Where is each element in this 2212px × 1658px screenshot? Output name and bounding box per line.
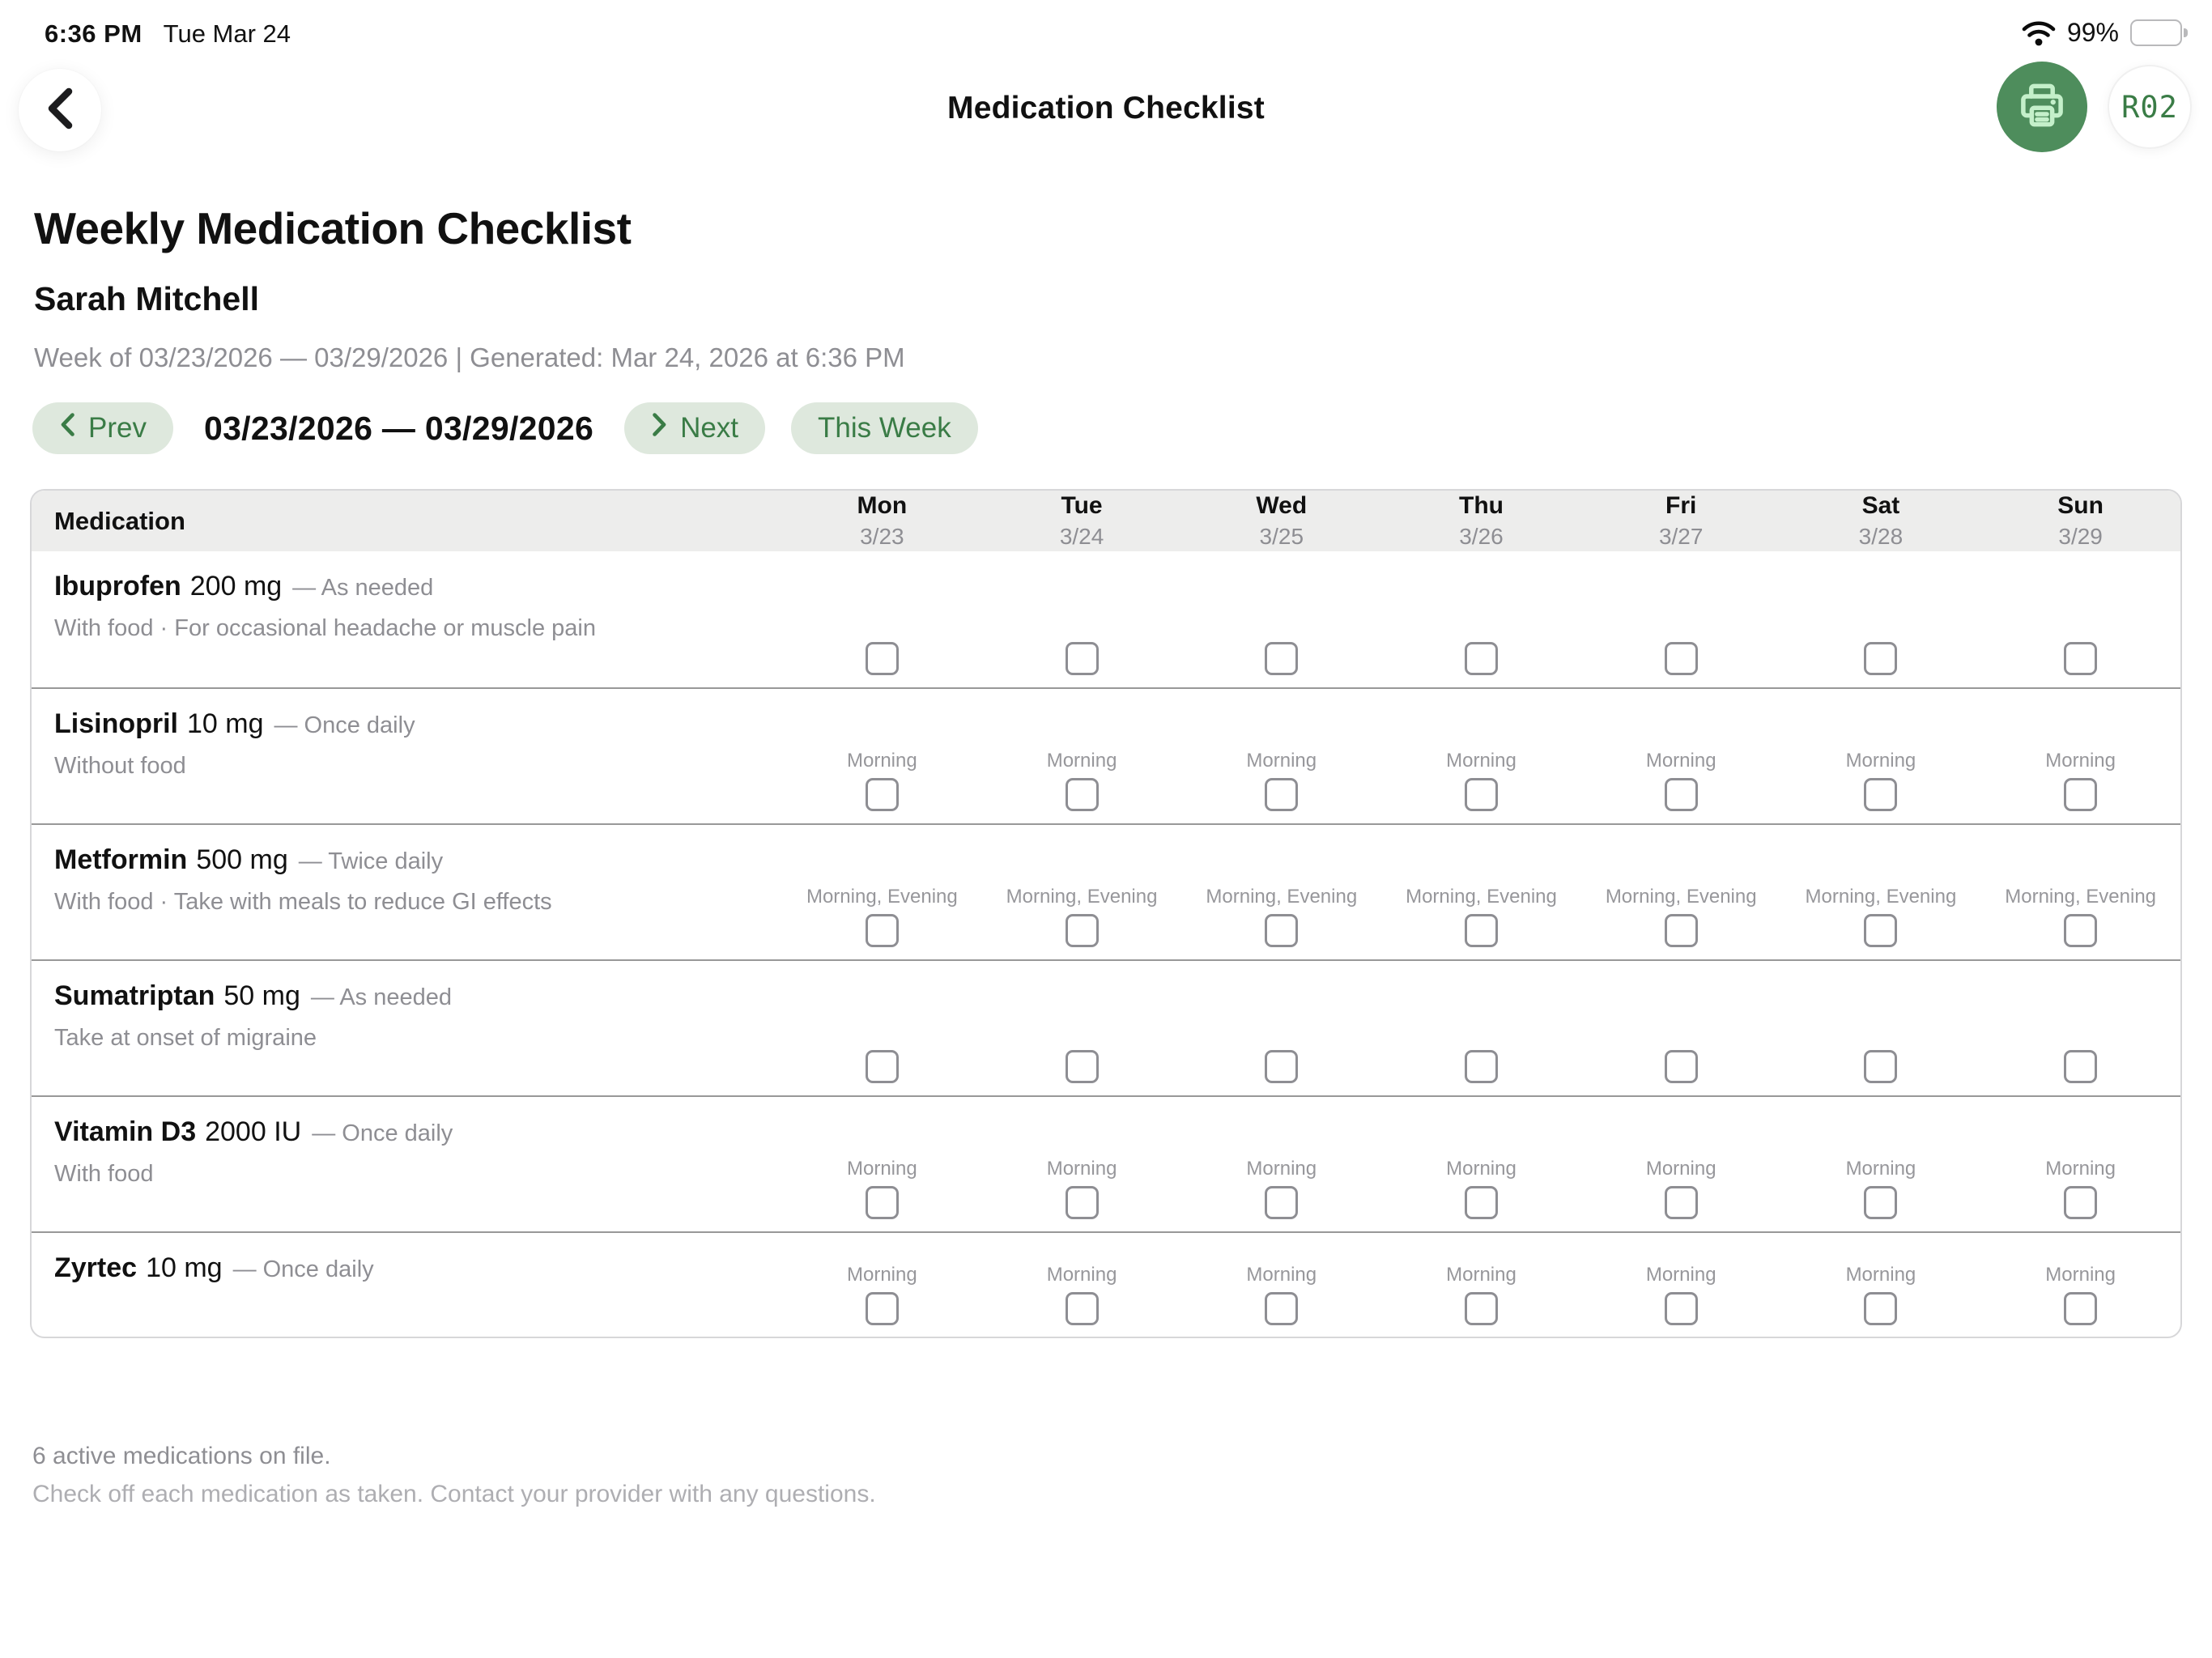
dose-checkbox[interactable] bbox=[1465, 1050, 1498, 1083]
dose-checkbox[interactable] bbox=[1265, 914, 1298, 947]
day-dose-cell bbox=[1381, 1097, 1581, 1231]
next-week-label: Next bbox=[680, 412, 739, 444]
footer-instructions: Check off each medication as taken. Contact your provider with any questions. bbox=[32, 1481, 876, 1507]
medication-title-line bbox=[54, 980, 774, 1012]
day-column-header bbox=[782, 491, 982, 551]
dose-checkbox[interactable] bbox=[1665, 1050, 1698, 1083]
day-column-header bbox=[982, 491, 1182, 551]
day-column-header bbox=[1781, 491, 1981, 551]
dose-time-label: Morning bbox=[1845, 1158, 1916, 1180]
day-dose-cell bbox=[1980, 1097, 2180, 1231]
print-button[interactable] bbox=[1997, 62, 2087, 152]
chevron-right-icon bbox=[651, 412, 668, 444]
dose-checkbox[interactable] bbox=[1066, 1050, 1099, 1083]
this-week-button[interactable] bbox=[791, 402, 978, 454]
next-week-button[interactable] bbox=[624, 402, 765, 454]
medication-frequency: — As needed bbox=[292, 575, 434, 601]
medication-info bbox=[32, 961, 782, 1095]
medication-title-line bbox=[54, 708, 774, 740]
prev-week-label: Prev bbox=[88, 412, 147, 444]
day-dose-cell bbox=[1581, 689, 1781, 823]
day-dose-cell bbox=[1781, 551, 1981, 687]
dose-checkbox[interactable] bbox=[1665, 1186, 1698, 1219]
chevron-left-icon bbox=[59, 412, 76, 444]
medication-row bbox=[32, 1095, 2180, 1231]
medication-dose: 10 mg bbox=[187, 708, 264, 739]
dose-checkbox[interactable] bbox=[1864, 914, 1897, 947]
dose-checkbox[interactable] bbox=[1465, 642, 1498, 675]
day-column-header bbox=[1980, 491, 2180, 551]
patient-name: Sarah Mitchell bbox=[34, 280, 259, 317]
medication-row bbox=[32, 1231, 2180, 1337]
dose-checkbox[interactable] bbox=[866, 778, 899, 811]
day-name: Thu bbox=[1459, 492, 1504, 520]
battery-percent: 99% bbox=[2066, 18, 2119, 47]
dose-checkbox[interactable] bbox=[1265, 642, 1298, 675]
prev-week-button[interactable] bbox=[32, 402, 173, 454]
day-dose-cell bbox=[782, 1233, 982, 1337]
medication-notes: Without food bbox=[54, 753, 186, 779]
day-dose-cell bbox=[1980, 689, 2180, 823]
dose-time-label: Morning bbox=[1446, 1264, 1516, 1286]
dose-time-label: Morning, Evening bbox=[806, 886, 958, 908]
medication-dose: 200 mg bbox=[189, 571, 283, 602]
day-dose-cell bbox=[1581, 825, 1781, 959]
day-dose-cell bbox=[982, 689, 1182, 823]
dose-time-label: Morning bbox=[1446, 1158, 1516, 1180]
medication-info bbox=[32, 825, 782, 959]
report-header bbox=[34, 202, 905, 373]
dose-checkbox[interactable] bbox=[1864, 1292, 1897, 1325]
day-dose-cell bbox=[1980, 961, 2180, 1095]
dose-checkbox[interactable] bbox=[1665, 642, 1698, 675]
dose-time-label: Morning, Evening bbox=[1805, 886, 1957, 908]
day-column-header bbox=[1381, 491, 1581, 551]
dose-checkbox[interactable] bbox=[2064, 914, 2097, 947]
day-dose-cell bbox=[1581, 551, 1781, 687]
battery-icon bbox=[2130, 19, 2188, 46]
medication-info bbox=[32, 689, 782, 823]
dose-time-label: Morning bbox=[1845, 1264, 1916, 1286]
dose-checkbox[interactable] bbox=[2064, 1186, 2097, 1219]
dose-checkbox[interactable] bbox=[2064, 642, 2097, 675]
dose-checkbox[interactable] bbox=[866, 1050, 899, 1083]
day-date: 3/25 bbox=[1259, 524, 1304, 550]
medication-notes: With food bbox=[54, 1161, 154, 1187]
dose-checkbox[interactable] bbox=[866, 1292, 899, 1325]
status-time: 6:36 PM bbox=[45, 19, 143, 48]
medication-row bbox=[32, 959, 2180, 1095]
medication-dose: 500 mg bbox=[196, 844, 288, 875]
dose-checkbox[interactable] bbox=[1864, 1186, 1897, 1219]
dose-time-label: Morning bbox=[846, 750, 917, 772]
dose-checkbox[interactable] bbox=[1864, 642, 1897, 675]
this-week-label: This Week bbox=[818, 412, 951, 444]
day-dose-cell bbox=[1381, 1233, 1581, 1337]
day-dose-cell bbox=[1980, 551, 2180, 687]
medication-name: Zyrtec bbox=[54, 1252, 138, 1283]
day-name: Fri bbox=[1665, 492, 1697, 520]
dose-checkbox[interactable] bbox=[1265, 1292, 1298, 1325]
medication-dose: 2000 IU bbox=[205, 1116, 302, 1147]
medication-notes: With food · Take with meals to reduce GI effects bbox=[54, 889, 552, 915]
day-date: 3/24 bbox=[1059, 524, 1104, 550]
page-footer bbox=[32, 1443, 876, 1508]
dose-checkbox[interactable] bbox=[1066, 778, 1099, 811]
dose-checkbox[interactable] bbox=[1665, 914, 1698, 947]
medication-info bbox=[32, 551, 782, 687]
day-dose-cell bbox=[1181, 551, 1381, 687]
medication-frequency: — Once daily bbox=[274, 712, 415, 738]
day-dose-cell bbox=[1581, 961, 1781, 1095]
medication-notes: With food · For occasional headache or muscle pain bbox=[54, 615, 596, 641]
day-dose-cell bbox=[1980, 1233, 2180, 1337]
dose-checkbox[interactable] bbox=[1066, 1292, 1099, 1325]
dose-time-label: Morning bbox=[2045, 1264, 2116, 1286]
dose-time-label: Morning, Evening bbox=[2005, 886, 2157, 908]
day-dose-cell bbox=[982, 825, 1182, 959]
day-dose-cell bbox=[982, 551, 1182, 687]
dose-checkbox[interactable] bbox=[1864, 778, 1897, 811]
dose-checkbox[interactable] bbox=[1465, 914, 1498, 947]
dose-checkbox[interactable] bbox=[1265, 778, 1298, 811]
dose-checkbox[interactable] bbox=[1265, 1050, 1298, 1083]
footer-summary: 6 active medications on file. bbox=[32, 1443, 331, 1469]
medication-column-header: Medication bbox=[54, 506, 185, 535]
dose-time-label: Morning bbox=[1446, 750, 1516, 772]
day-dose-cell bbox=[1381, 961, 1581, 1095]
day-dose-cell bbox=[1581, 1233, 1781, 1337]
medication-notes: Take at onset of migraine bbox=[54, 1025, 317, 1051]
dose-checkbox[interactable] bbox=[2064, 1292, 2097, 1325]
medication-table bbox=[30, 489, 2182, 1338]
day-name: Wed bbox=[1256, 492, 1308, 520]
day-date: 3/26 bbox=[1459, 524, 1504, 550]
dose-checkbox[interactable] bbox=[1864, 1050, 1897, 1083]
medication-dose: 10 mg bbox=[146, 1252, 223, 1283]
dose-checkbox[interactable] bbox=[1465, 1186, 1498, 1219]
day-date: 3/23 bbox=[860, 524, 904, 550]
day-dose-cell bbox=[1781, 825, 1981, 959]
dose-checkbox[interactable] bbox=[1665, 778, 1698, 811]
medication-name: Sumatriptan bbox=[54, 980, 215, 1011]
dose-checkbox[interactable] bbox=[1665, 1292, 1698, 1325]
dose-time-label: Morning bbox=[2045, 1158, 2116, 1180]
wifi-icon bbox=[2022, 20, 2056, 46]
dose-time-label: Morning, Evening bbox=[1406, 886, 1557, 908]
medication-row bbox=[32, 687, 2180, 823]
status-bar bbox=[0, 0, 2212, 62]
day-date: 3/28 bbox=[1858, 524, 1904, 550]
dose-time-label: Morning bbox=[1046, 750, 1117, 772]
day-dose-cell bbox=[1381, 825, 1581, 959]
day-date: 3/29 bbox=[2058, 524, 2103, 550]
medication-name: Lisinopril bbox=[54, 708, 178, 739]
day-dose-cell bbox=[1781, 689, 1981, 823]
week-navigation bbox=[32, 402, 978, 454]
day-date: 3/27 bbox=[1658, 524, 1704, 550]
day-dose-cell bbox=[1581, 1097, 1781, 1231]
medication-row bbox=[32, 551, 2180, 687]
table-header-row bbox=[32, 491, 2180, 551]
day-dose-cell bbox=[982, 1233, 1182, 1337]
dose-checkbox[interactable] bbox=[866, 642, 899, 675]
revision-badge-label: R02 bbox=[2121, 89, 2178, 125]
day-column-header bbox=[1581, 491, 1781, 551]
dose-checkbox[interactable] bbox=[1465, 778, 1498, 811]
revision-badge[interactable] bbox=[2108, 65, 2192, 149]
printer-icon bbox=[2015, 79, 2069, 136]
dose-checkbox[interactable] bbox=[1265, 1186, 1298, 1219]
medication-name: Metformin bbox=[54, 844, 188, 875]
day-name: Sat bbox=[1861, 492, 1900, 520]
week-range-label: 03/23/2026 — 03/29/2026 bbox=[203, 409, 594, 447]
dose-time-label: Morning bbox=[2045, 750, 2116, 772]
dose-time-label: Morning bbox=[1246, 1264, 1317, 1286]
dose-time-label: Morning bbox=[846, 1264, 917, 1286]
dose-checkbox[interactable] bbox=[2064, 778, 2097, 811]
day-dose-cell bbox=[1181, 825, 1381, 959]
dose-time-label: Morning bbox=[1645, 1158, 1716, 1180]
status-date: Tue Mar 24 bbox=[163, 19, 291, 48]
dose-time-label: Morning bbox=[1246, 1158, 1317, 1180]
medication-frequency: — Once daily bbox=[312, 1120, 453, 1146]
day-dose-cell bbox=[782, 961, 982, 1095]
dose-time-label: Morning bbox=[1645, 1264, 1716, 1286]
medication-title-line bbox=[54, 1116, 774, 1148]
day-dose-cell bbox=[1781, 1097, 1981, 1231]
day-dose-cell bbox=[782, 1097, 982, 1231]
medication-row bbox=[32, 823, 2180, 959]
medication-title-line bbox=[54, 844, 774, 876]
day-dose-cell bbox=[1381, 551, 1581, 687]
dose-time-label: Morning, Evening bbox=[1206, 886, 1358, 908]
day-dose-cell bbox=[982, 1097, 1182, 1231]
dose-checkbox[interactable] bbox=[866, 914, 899, 947]
medication-name: Vitamin D3 bbox=[54, 1116, 197, 1147]
report-meta: Week of 03/23/2026 — 03/29/2026 | Generated: Mar 24, 2026 at 6:36 PM bbox=[34, 342, 905, 372]
dose-time-label: Morning, Evening bbox=[1006, 886, 1158, 908]
day-dose-cell bbox=[1781, 1233, 1981, 1337]
medication-title-line bbox=[54, 1252, 774, 1284]
medication-info bbox=[32, 1097, 782, 1231]
medication-frequency: — As needed bbox=[310, 984, 452, 1010]
dose-time-label: Morning bbox=[1046, 1158, 1117, 1180]
day-dose-cell bbox=[782, 689, 982, 823]
dose-checkbox[interactable] bbox=[1465, 1292, 1498, 1325]
dose-time-label: Morning bbox=[1845, 750, 1916, 772]
dose-checkbox[interactable] bbox=[866, 1186, 899, 1219]
day-dose-cell bbox=[1181, 689, 1381, 823]
day-dose-cell bbox=[1181, 1097, 1381, 1231]
medication-info bbox=[32, 1233, 782, 1337]
day-dose-cell bbox=[1781, 961, 1981, 1095]
medication-name: Ibuprofen bbox=[54, 571, 181, 602]
day-name: Sun bbox=[2057, 492, 2104, 520]
medication-dose: 50 mg bbox=[223, 980, 300, 1011]
dose-time-label: Morning bbox=[846, 1158, 917, 1180]
day-dose-cell bbox=[1980, 825, 2180, 959]
medication-frequency: — Once daily bbox=[232, 1256, 374, 1282]
dose-checkbox[interactable] bbox=[1066, 642, 1099, 675]
day-dose-cell bbox=[1381, 689, 1581, 823]
day-dose-cell bbox=[782, 825, 982, 959]
navigation-bar bbox=[0, 62, 2212, 175]
day-column-header bbox=[1181, 491, 1381, 551]
medication-title-line bbox=[54, 571, 774, 602]
day-dose-cell bbox=[982, 961, 1182, 1095]
dose-checkbox[interactable] bbox=[2064, 1050, 2097, 1083]
medication-frequency: — Twice daily bbox=[298, 848, 444, 874]
page-title: Medication Checklist bbox=[947, 91, 1265, 125]
day-name: Mon bbox=[857, 492, 908, 520]
day-dose-cell bbox=[1181, 961, 1381, 1095]
dose-time-label: Morning bbox=[1645, 750, 1716, 772]
dose-time-label: Morning, Evening bbox=[1605, 886, 1757, 908]
day-name: Tue bbox=[1061, 492, 1103, 520]
dose-time-label: Morning bbox=[1046, 1264, 1117, 1286]
table-body bbox=[32, 551, 2180, 1337]
dose-checkbox[interactable] bbox=[1066, 914, 1099, 947]
dose-checkbox[interactable] bbox=[1066, 1186, 1099, 1219]
day-dose-cell bbox=[782, 551, 982, 687]
report-title: Weekly Medication Checklist bbox=[34, 203, 632, 253]
dose-time-label: Morning bbox=[1246, 750, 1317, 772]
day-dose-cell bbox=[1181, 1233, 1381, 1337]
